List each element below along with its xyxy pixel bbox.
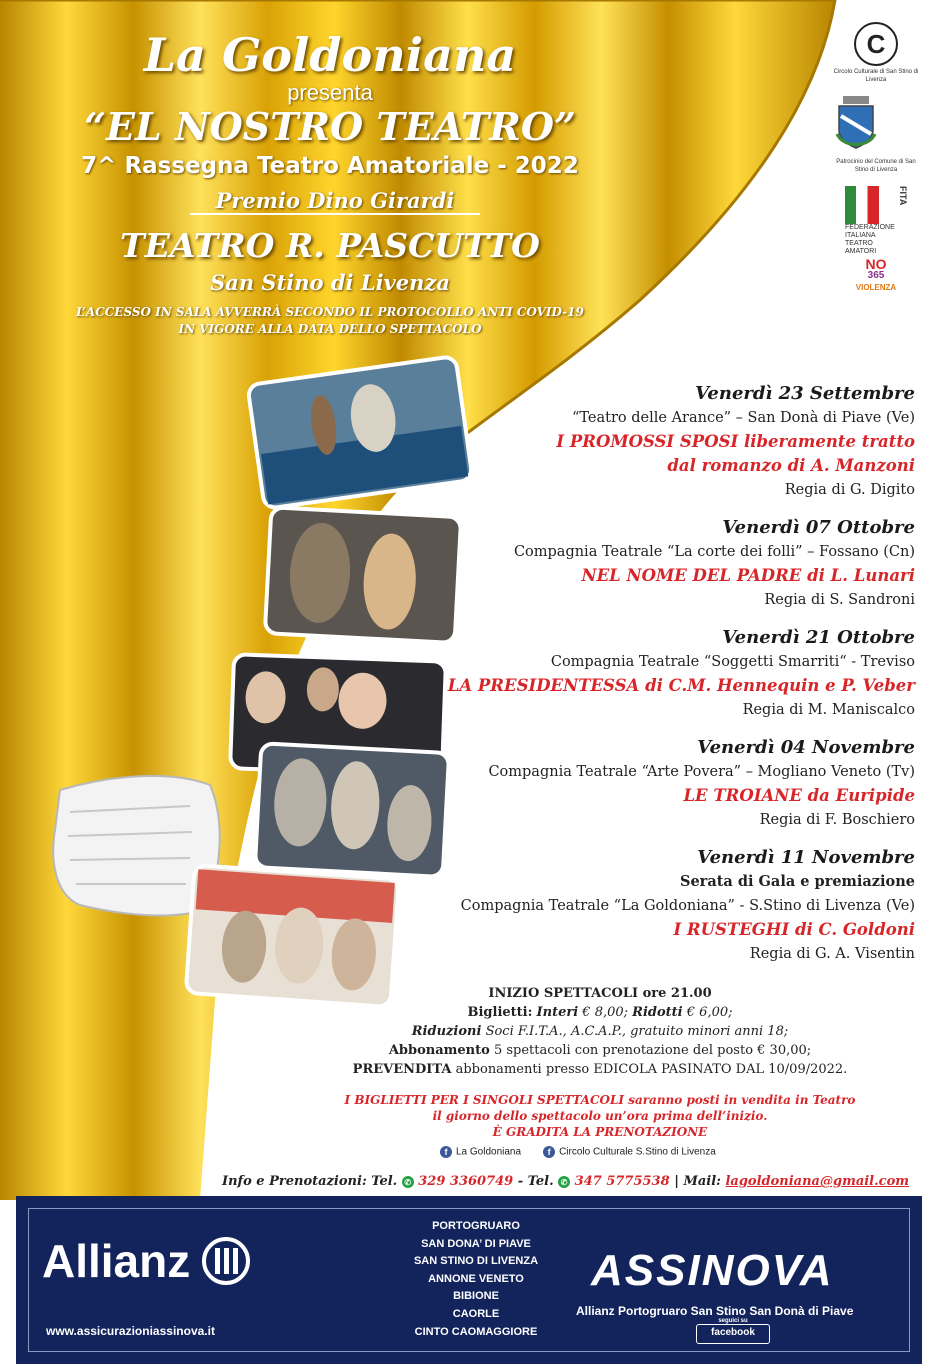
facebook-pages	[440, 1146, 716, 1158]
premio-title: Premio Dino Girardi	[190, 188, 480, 215]
allianz-logo: Allianz	[42, 1234, 250, 1288]
ticket-prices: Biglietti: Interi € 8,00; Ridotti € 6,00;	[467, 1005, 733, 1020]
fita-caption: FEDERAZIONE ITALIANA TEATRO AMATORI	[845, 224, 895, 255]
agency-locations: PORTOGRUARO SAN DONA’ DI PIAVE SAN STINO DI LIVENZA ANNONE VENETO BIBIONE CAORLE CINTO CAOMAGGIORE	[413, 1220, 539, 1338]
reductions: Riduzioni Soci F.I.T.A., A.C.A.P., gratuito minori anni 18;	[411, 1024, 789, 1039]
whatsapp-icon: ✆	[402, 1176, 414, 1188]
location: San Stino di Livenza	[210, 270, 450, 295]
covid-notice	[40, 304, 620, 338]
whatsapp-icon: ✆	[558, 1176, 570, 1188]
event-show-title: NEL NOME DEL PADRE di L. Lunari	[581, 566, 915, 585]
email-link[interactable]: lagoldoniana@gmail.com	[725, 1174, 909, 1189]
event-director: Regia di S. Sandroni	[764, 592, 915, 608]
event-2	[355, 516, 915, 612]
event-show-title: LA PRESIDENTESSA di C.M. Hennequin e P. Veber	[447, 676, 915, 695]
ticket-info	[300, 984, 900, 1079]
event-date: Venerdì 04 Novembre	[697, 737, 915, 758]
circolo-logo-icon: C	[854, 22, 898, 66]
event-show-title-2: dal romanzo di A. Manzoni	[667, 456, 915, 475]
event-show-title: LE TROIANE da Euripide	[683, 786, 915, 805]
event-date: Venerdì 23 Settembre	[695, 383, 915, 404]
facebook-icon: f	[440, 1146, 452, 1158]
event-4	[355, 736, 915, 832]
phone-1[interactable]: 329 3360749	[418, 1174, 514, 1189]
facebook-link-goldoniana[interactable]: f La Goldoniana	[440, 1146, 521, 1158]
fita-logo	[845, 186, 908, 255]
comune-caption: Patrocinio del Comune di San Stino di Livenza	[836, 159, 916, 173]
website-link[interactable]: www.assicurazioniassinova.it	[46, 1324, 215, 1338]
subscription: Abbonamento 5 spettacoli con prenotazione del posto € 30,00;	[388, 1043, 812, 1058]
event-3	[355, 626, 915, 722]
event-venue: Compagnia Teatrale “La corte dei folli” – Fossano (Cn)	[513, 544, 915, 560]
fita-flag-icon	[845, 186, 879, 224]
assinova-subtitle: Allianz Portogruaro San Stino San Donà di Piave	[576, 1304, 854, 1318]
presenta-text: presenta	[287, 80, 373, 105]
covid-line-1: L’ACCESSO IN SALA AVVERRÀ SECONDO IL PROTOCOLLO ANTI COVID-19	[76, 305, 584, 319]
event-venue: Compagnia Teatrale “La Goldoniana” - S.Stino di Livenza (Ve)	[460, 898, 915, 914]
theatre-name: TEATRO R. PASCUTTO	[120, 226, 540, 265]
facebook-icon: f	[543, 1146, 555, 1158]
facebook-link-circolo[interactable]: f Circolo Culturale S.Stino di Livenza	[543, 1146, 716, 1158]
no365-no: NO	[865, 256, 887, 272]
sponsor-footer	[16, 1196, 922, 1364]
event-show-title: I PROMOSSI SPOSI liberamente tratto	[556, 432, 915, 451]
event-date: Venerdì 21 Ottobre	[722, 627, 915, 648]
event-venue: Compagnia Teatrale “Arte Povera” – Mogliano Veneto (Tv)	[488, 764, 915, 780]
no365-logo	[848, 258, 904, 318]
ticket-note: I BIGLIETTI PER I SINGOLI SPETTACOLI saranno posti in vendita in Teatro il giorno dello spettacolo un’ora prima dell’inizio. È GRADITA LA PRENOTAZIONE	[344, 1093, 856, 1139]
assinova-logo: ASSINOVA	[591, 1246, 834, 1295]
event-director: Regia di M. Maniscalco	[742, 702, 915, 718]
presale: PREVENDITA abbonamenti presso EDICOLA PASINATO DAL 10/09/2022.	[352, 1062, 848, 1077]
event-date: Venerdì 11 Novembre	[697, 847, 915, 868]
contacts-line: Info e Prenotazioni: Tel. ✆ 329 3360749 - Tel. ✆ 347 5775538 | Mail: lagoldoniana@gmail.com	[221, 1174, 909, 1189]
festival-title: “EL NOSTRO TEATRO”	[84, 104, 576, 149]
event-director: Regia di G. Digito	[784, 482, 915, 498]
phone-2[interactable]: 347 5775538	[574, 1174, 670, 1189]
page-title: La Goldoniana	[143, 28, 517, 82]
rassegna-subtitle: 7^ Rassegna Teatro Amatoriale - 2022	[81, 153, 579, 179]
comune-crest-icon	[833, 94, 879, 152]
event-venue: “Teatro delle Arance” – San Donà di Piave (Ve)	[571, 410, 915, 426]
event-5	[355, 846, 915, 966]
circolo-caption: Circolo Culturale di San Stino di Livenza	[833, 69, 919, 83]
facebook-follow-badge[interactable]: seguici su facebook	[696, 1324, 770, 1344]
allianz-icon	[202, 1237, 250, 1285]
no365-number: 365	[867, 270, 885, 281]
event-1	[355, 382, 915, 502]
event-director: Regia di F. Boschiero	[759, 812, 915, 828]
fita-abbr: FITA	[898, 186, 908, 206]
event-venue: Compagnia Teatrale “Soggetti Smarriti“ - Treviso	[550, 654, 915, 670]
covid-line-2: IN VIGORE ALLA DATA DELLO SPETTACOLO	[178, 322, 482, 336]
sponsor-logos	[833, 22, 919, 318]
no365-violenza: VIOLENZA	[855, 283, 897, 292]
event-show-title: I RUSTEGHI di C. Goldoni	[673, 920, 915, 939]
event-extra: Serata di Gala e premiazione	[679, 873, 915, 890]
event-director: Regia di G. A. Visentin	[749, 946, 915, 962]
start-time: INIZIO SPETTACOLI ore 21.00	[488, 986, 712, 1001]
event-date: Venerdì 07 Ottobre	[722, 517, 915, 538]
